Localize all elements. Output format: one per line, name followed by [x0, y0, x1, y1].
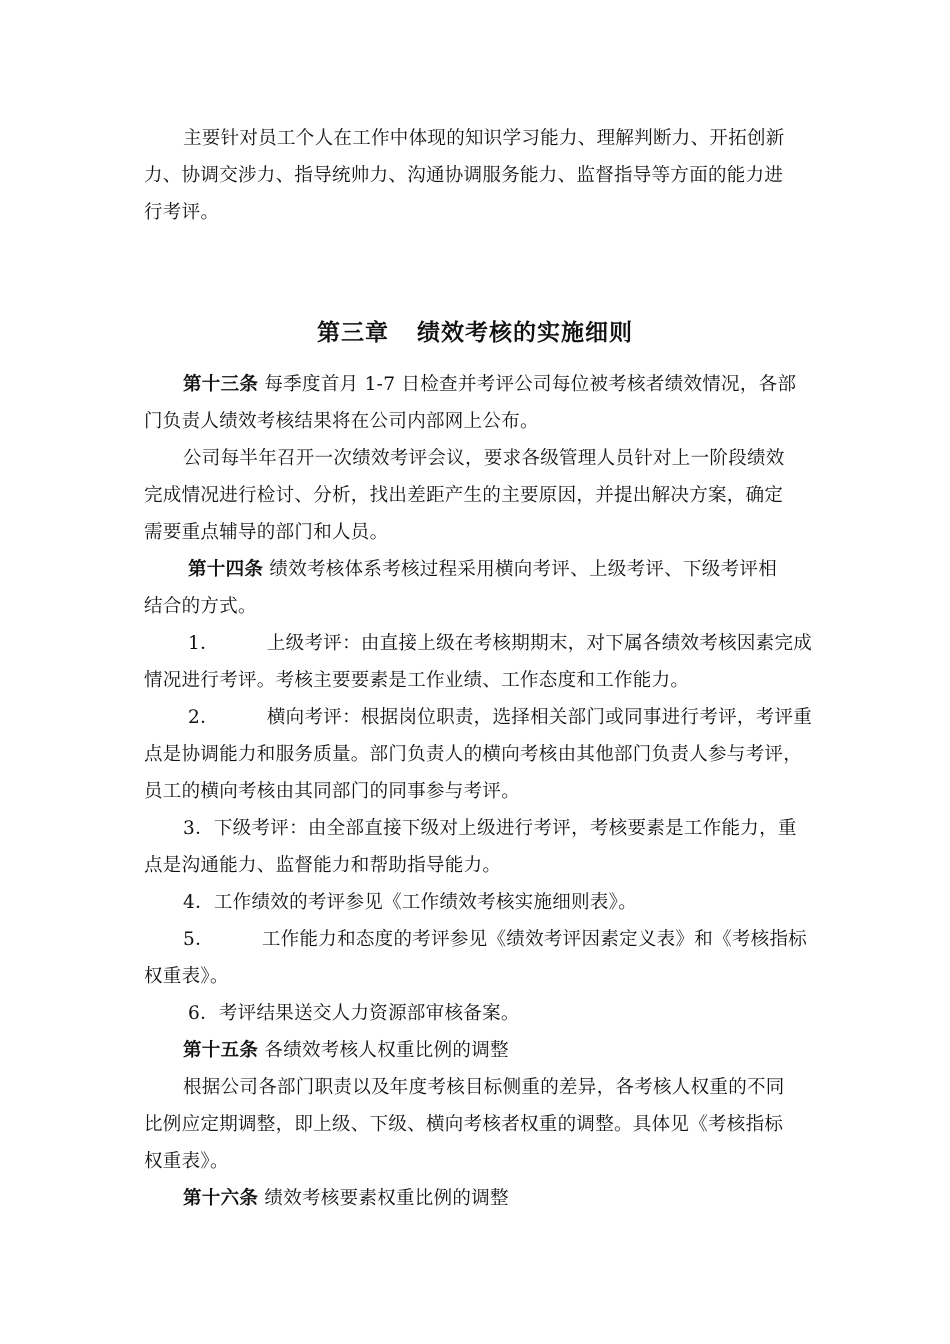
intro-line-3: 行考评。 [144, 202, 220, 223]
article-15-p2-line-2: 比例应定期调整，即上级、下级、横向考核者权重的调整。具体见《考核指标 [144, 1114, 784, 1135]
intro-line-2: 力、协调交涉力、指导统帅力、沟通协调服务能力、监督指导等方面的能力进 [144, 165, 784, 186]
article-14-label: 第十四条 [188, 559, 264, 580]
article-16-label: 第十六条 [183, 1188, 259, 1209]
item-1-text: 上级考评：由直接上级在考核期期末，对下属各绩效考核因素完成 [266, 633, 813, 654]
article-15-p2-line-3: 权重表》。 [144, 1151, 229, 1172]
article-14-item-2-line-2: 点是协调能力和服务质量。部门负责人的横向考核由其他部门负责人参与考评， [144, 744, 803, 765]
article-14-item-5-line-2: 权重表》。 [144, 966, 229, 987]
item-2-text: 横向考评：根据岗位职责，选择相关部门或同事进行考评，考评重 [266, 707, 813, 728]
item-2-number: 2． [188, 707, 219, 728]
chapter-heading [0, 318, 950, 348]
article-15-line-1 [183, 1039, 509, 1063]
article-13-p2-line-1: 公司每半年召开一次绩效考评会议，要求各级管理人员针对上一阶段绩效 [183, 448, 785, 469]
article-14-text-1: 绩效考核体系考核过程采用横向考评、上级考评、下级考评相 [269, 559, 777, 580]
intro-line-1: 主要针对员工个人在工作中体现的知识学习能力、理解判断力、开拓创新 [183, 128, 785, 149]
article-13-p2-line-3: 需要重点辅导的部门和人员。 [144, 522, 389, 543]
article-13-line-2: 门负责人绩效考核结果将在公司内部网上公布。 [144, 411, 539, 432]
article-14-item-3-line-1: 3．下级考评：由全部直接下级对上级进行考评，考核要素是工作能力，重 [183, 818, 797, 839]
chapter-title: 绩效考核的实施细则 [417, 319, 633, 346]
article-13-p2-line-2: 完成情况进行检讨、分析，找出差距产生的主要原因，并提出解决方案，确定 [144, 485, 784, 506]
article-16-line-1 [183, 1187, 509, 1211]
article-15-label: 第十五条 [183, 1040, 259, 1061]
article-15-p2-line-1: 根据公司各部门职责以及年度考核目标侧重的差异，各考核人权重的不同 [183, 1077, 785, 1098]
item-5-text: 工作能力和态度的考评参见《绩效考评因素定义表》和《考核指标 [261, 929, 808, 950]
article-14-item-2-line-1 [188, 706, 812, 730]
article-13-text-1: 每季度首月 1-7 日检查并考评公司每位被考核者绩效情况，各部 [264, 374, 797, 395]
article-16-text-1: 绩效考核要素权重比例的调整 [264, 1188, 509, 1209]
item-5-number: 5． [183, 929, 214, 950]
article-14-item-1-line-2: 情况进行考评。考核主要要素是工作业绩、工作态度和工作能力。 [144, 670, 690, 691]
article-14-item-4: 4．工作绩效的考评参见《工作绩效考核实施细则表》。 [183, 892, 638, 913]
article-14-item-1-line-1 [188, 632, 812, 656]
article-14-line-1 [188, 558, 777, 582]
chapter-number: 第三章 [317, 319, 389, 346]
article-14-line-2: 结合的方式。 [144, 596, 257, 617]
article-14-item-5-line-1 [183, 928, 807, 952]
article-15-text-1: 各绩效考核人权重比例的调整 [264, 1040, 509, 1061]
article-14-item-3-line-2: 点是沟通能力、监督能力和帮助指导能力。 [144, 855, 502, 876]
article-14-item-6: 6．考评结果送交人力资源部审核备案。 [188, 1003, 520, 1024]
article-13-line-1 [183, 373, 796, 397]
article-13-label: 第十三条 [183, 374, 259, 395]
item-1-number: 1． [188, 633, 219, 654]
article-14-item-2-line-3: 员工的横向考核由其同部门的同事参与考评。 [144, 781, 521, 802]
